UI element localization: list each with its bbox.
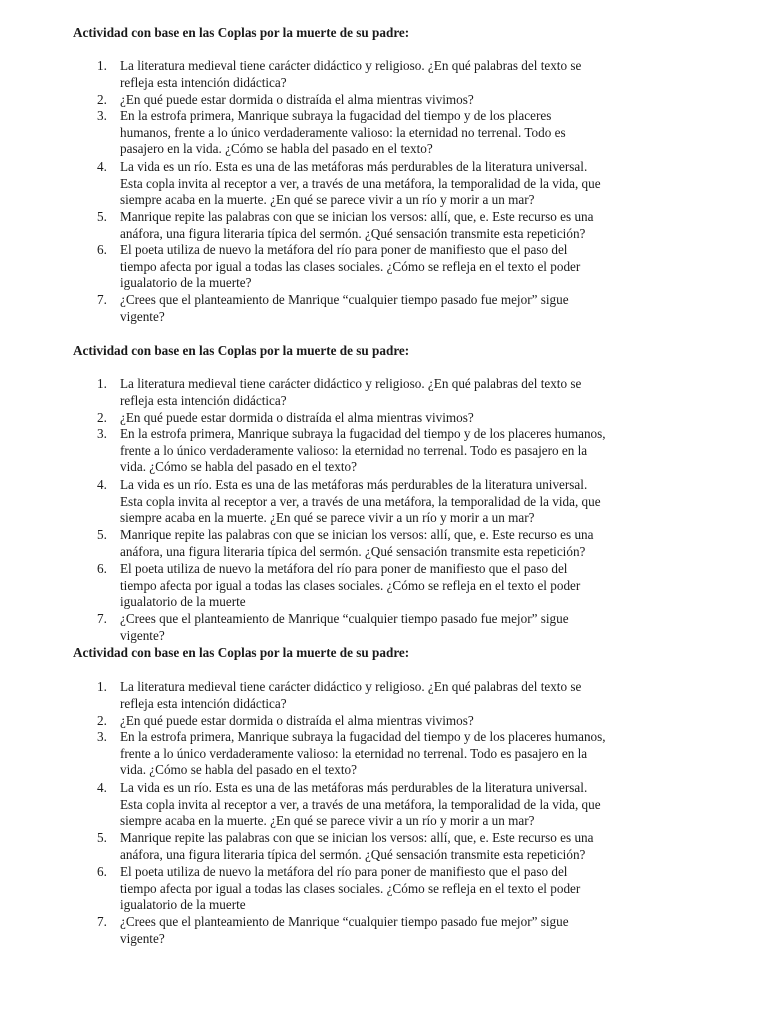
question-text: En la estrofa primera, Manrique subraya la fugacidad del tiempo y de los placeres humanos, frente a lo único verdaderamente valioso: la eternidad no terrenal. Todo es pasajero en la vida. ¿Cómo se habla del pasado en el texto? <box>120 729 606 777</box>
question-text: La vida es un río. Esta es una de las metáforas más perdurables de la literatura universal. Esta copla invita al receptor a ver, a través de una metáfora, la temporalidad de la vida, que siempre acaba en la muerte. ¿En qué se parece vivir a un río y morir a un mar? <box>120 780 601 828</box>
question-number: 3. <box>97 108 107 123</box>
question-number: 2. <box>97 713 107 728</box>
question-item <box>0 159 700 209</box>
question-item <box>0 410 705 426</box>
question-number: 4. <box>97 477 107 492</box>
question-item <box>0 527 705 561</box>
question-item <box>0 729 705 780</box>
question-item <box>0 914 705 948</box>
question-text: El poeta utiliza de nuevo la metáfora del río para poner de manifiesto que el paso del tiempo afecta por igual a todas las clases sociales. ¿Cómo se refleja en el texto el poder igualatorio de la muerte <box>120 561 581 609</box>
question-number: 4. <box>97 159 107 174</box>
question-number: 1. <box>97 376 107 391</box>
question-item <box>0 92 700 108</box>
question-text: ¿En qué puede estar dormida o distraída el alma mientras vivimos? <box>120 713 474 728</box>
question-text: El poeta utiliza de nuevo la metáfora del río para poner de manifiesto que el paso del tiempo afecta por igual a todas las clases sociales. ¿Cómo se refleja en el texto el poder igualatorio de la muerte <box>120 864 581 912</box>
question-item <box>0 426 705 477</box>
question-number: 2. <box>97 92 107 107</box>
question-item <box>0 376 705 410</box>
question-item <box>0 242 700 292</box>
question-number: 6. <box>97 242 107 257</box>
section-heading: Actividad con base en las Coplas por la muerte de su padre: <box>73 645 410 660</box>
question-number: 1. <box>97 58 107 73</box>
question-item <box>0 58 700 92</box>
question-number: 1. <box>97 679 107 694</box>
question-text: La vida es un río. Esta es una de las metáforas más perdurables de la literatura universal. Esta copla invita al receptor a ver, a través de una metáfora, la temporalidad de la vida, que siempre acaba en la muerte. ¿En qué se parece vivir a un río y morir a un mar? <box>120 477 601 525</box>
question-number: 3. <box>97 729 107 744</box>
question-item <box>0 780 705 830</box>
question-text: La literatura medieval tiene carácter didáctico y religioso. ¿En qué palabras del texto se refleja esta intención didáctica? <box>120 679 582 711</box>
question-item <box>0 477 705 527</box>
question-text: En la estrofa primera, Manrique subraya la fugacidad del tiempo y de los placeres humanos, frente a lo único verdaderamente valioso: la eternidad no terrenal. Todo es pasajero en la vida. ¿Cómo se habla del pasado en el texto? <box>120 426 606 474</box>
section-heading: Actividad con base en las Coplas por la muerte de su padre: <box>73 25 410 40</box>
question-text: ¿Crees que el planteamiento de Manrique “cualquier tiempo pasado fue mejor” sigue vigente? <box>120 292 569 324</box>
question-text: ¿En qué puede estar dormida o distraída el alma mientras vivimos? <box>120 92 474 107</box>
question-number: 7. <box>97 611 107 626</box>
question-text: ¿Crees que el planteamiento de Manrique “cualquier tiempo pasado fue mejor” sigue vigente? <box>120 914 569 946</box>
question-number: 5. <box>97 209 107 224</box>
question-item <box>0 611 705 645</box>
question-text: Manrique repite las palabras con que se inician los versos: allí, que, e. Este recurso es una anáfora, una figura literaria típica del sermón. ¿Qué sensación transmite esta repetición? <box>120 209 594 241</box>
question-number: 4. <box>97 780 107 795</box>
question-text: ¿Crees que el planteamiento de Manrique “cualquier tiempo pasado fue mejor” sigue vigente? <box>120 611 569 643</box>
question-text: En la estrofa primera, Manrique subraya la fugacidad del tiempo y de los placeres humanos, frente a lo único verdaderamente valioso: la eternidad no terrenal. Todo es pasajero en la vida. ¿Cómo se habla del pasado en el texto? <box>120 108 566 156</box>
question-number: 6. <box>97 864 107 879</box>
question-number: 6. <box>97 561 107 576</box>
question-list <box>0 58 700 326</box>
question-number: 7. <box>97 914 107 929</box>
question-text: ¿En qué puede estar dormida o distraída el alma mientras vivimos? <box>120 410 474 425</box>
question-item <box>0 864 705 914</box>
question-item <box>0 292 700 326</box>
question-text: Manrique repite las palabras con que se inician los versos: allí, que, e. Este recurso es una anáfora, una figura literaria típica del sermón. ¿Qué sensación transmite esta repetición? <box>120 527 594 559</box>
question-list <box>0 376 705 645</box>
question-item <box>0 679 705 713</box>
question-number: 3. <box>97 426 107 441</box>
question-text: La literatura medieval tiene carácter didáctico y religioso. ¿En qué palabras del texto se refleja esta intención didáctica? <box>120 376 582 408</box>
question-item <box>0 561 705 611</box>
question-item <box>0 830 705 864</box>
question-text: La literatura medieval tiene carácter didáctico y religioso. ¿En qué palabras del texto se refleja esta intención didáctica? <box>120 58 582 90</box>
section-heading: Actividad con base en las Coplas por la muerte de su padre: <box>73 343 410 358</box>
question-number: 7. <box>97 292 107 307</box>
question-item <box>0 209 700 242</box>
question-list <box>0 679 705 948</box>
question-text: El poeta utiliza de nuevo la metáfora del río para poner de manifiesto que el paso del tiempo afecta por igual a todas las clases sociales. ¿Cómo se refleja en el texto el poder igualatorio de la muerte? <box>120 242 581 290</box>
question-item <box>0 713 705 729</box>
question-number: 2. <box>97 410 107 425</box>
question-text: Manrique repite las palabras con que se inician los versos: allí, que, e. Este recurso es una anáfora, una figura literaria típica del sermón. ¿Qué sensación transmite esta repetición? <box>120 830 594 862</box>
question-number: 5. <box>97 527 107 542</box>
question-number: 5. <box>97 830 107 845</box>
question-text: La vida es un río. Esta es una de las metáforas más perdurables de la literatura universal. Esta copla invita al receptor a ver, a través de una metáfora, la temporalidad de la vida, que siempre acaba en la muerte. ¿En qué se parece vivir a un río y morir a un mar? <box>120 159 601 207</box>
question-item <box>0 108 700 159</box>
